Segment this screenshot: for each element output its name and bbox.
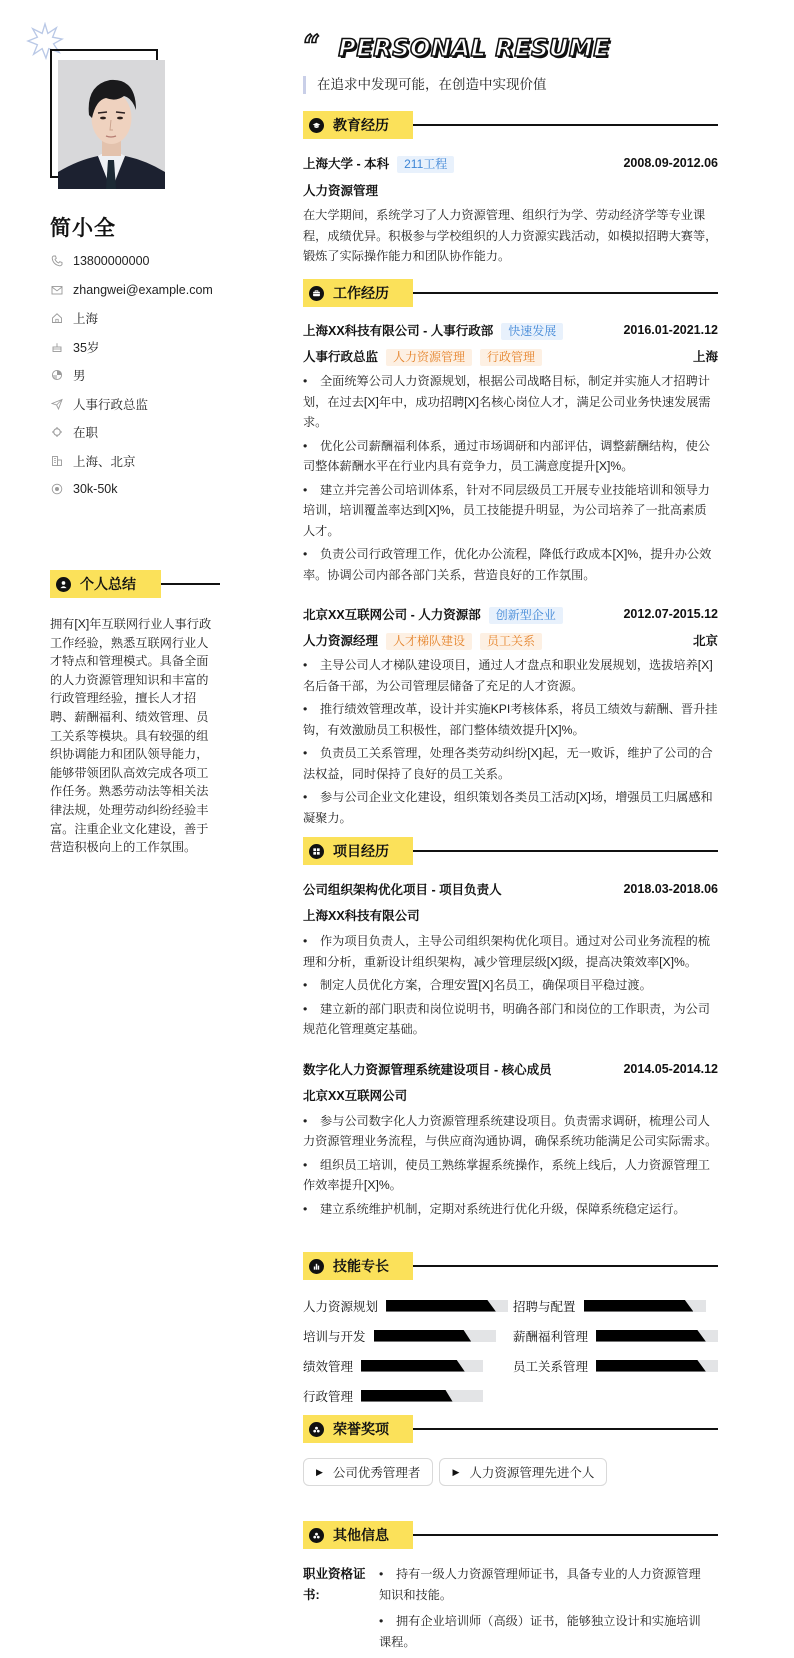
graduation-cap-icon [309, 118, 324, 133]
section-label [303, 1415, 413, 1443]
list-item: • 持有一级人力资源管理师证书，具备专业的人力资源管理知识和技能。 [379, 1567, 701, 1602]
work-title: 工作经历 [333, 285, 389, 301]
project-company: 北京XX互联网公司 [303, 1088, 408, 1103]
awards-section [303, 1415, 718, 1486]
education-period: 2008.09-2012.06 [623, 156, 718, 170]
education-title: 教育经历 [333, 117, 389, 133]
list-item: • 参与公司数字化人力资源管理系统建设项目。负责需求调研，梳理公司人力资源管理业务流程，与供应商沟通协调，确保系统功能满足公司实际需求。 [303, 1113, 718, 1148]
other-title: 其他信息 [333, 1527, 389, 1543]
school-line [303, 154, 454, 173]
company-line [303, 321, 563, 340]
skill-bar [596, 1330, 718, 1342]
project-item [303, 1059, 718, 1220]
education-section-header [303, 111, 718, 139]
bar-chart-icon [309, 1259, 324, 1274]
work-section-header [303, 279, 718, 307]
company-name: 上海XX科技有限公司 - 人事行政部 [303, 323, 494, 338]
work-location: 北京 [692, 634, 718, 648]
contact-value[interactable]: zhangwei@example.com [73, 282, 213, 297]
major: 人力资源管理 [303, 184, 379, 198]
summary-text: 拥有[X]年互联网行业人事行政工作经验，熟悉互联网行业人才特点和管理模式。具备全面的人力资源管理知识和丰富的行政管理经验，擅长人才招聘、薪酬福利、绩效管理、员工关系等模块。具有较强的组织协调能力和团队领导能力，能够带领团队高效完成各项工作任务。熟悉劳动法等相关法律法规，处理劳动纠纷经验丰富。注重企业文化建设，善于营造积极向上的工作氛围。 [50, 617, 212, 855]
user-icon [56, 577, 71, 592]
building-icon [50, 454, 64, 468]
project-company: 上海XX科技有限公司 [303, 909, 420, 923]
skill-item [513, 1356, 718, 1375]
list-item: • 建立新的部门职责和岗位说明书，明确各部门和岗位的工作职责，为公司规范化管理奠定基础。 [303, 1001, 710, 1036]
contact-position [50, 390, 213, 419]
project-name: 数字化人力资源管理系统建设项目 - 核心成员 [303, 1062, 552, 1077]
position-line [303, 347, 542, 366]
position: 人事行政总监 [303, 349, 379, 364]
contact-value: 上海、北京 [73, 454, 136, 469]
work-bullets [303, 655, 718, 828]
skill-bar [374, 1330, 496, 1342]
work-item [303, 320, 718, 585]
avatar [58, 60, 165, 189]
play-triangle-icon: ▶ [316, 1466, 323, 1477]
salary-icon [50, 482, 64, 496]
contact-gender [50, 361, 213, 390]
skill-name: 行政管理 [303, 1389, 354, 1404]
company-tag: 快速发展 [501, 323, 563, 340]
grid-icon [309, 844, 324, 859]
school-tag: 211工程 [397, 156, 454, 173]
project-bullets [303, 1111, 718, 1220]
award-chip[interactable] [439, 1458, 607, 1486]
project-name: 公司组织架构优化项目 - 项目负责人 [303, 883, 502, 897]
section-divider [413, 1265, 718, 1267]
project-bullets [303, 931, 718, 1040]
list-item: • 作为项目负责人，主导公司组织架构优化项目。通过对公司业务流程的梳理和分析，重新设计组织架构，减少管理层级[X]级，提高决策效率[X]%。 [303, 934, 710, 969]
contact-value: 人事行政总监 [73, 397, 149, 412]
work-period: 2012.07-2015.12 [623, 607, 718, 621]
work-item [303, 604, 718, 828]
section-divider [413, 1534, 718, 1536]
section-divider [161, 583, 220, 585]
resume-title [303, 29, 611, 64]
award-label: 人力资源管理先进个人 [469, 1466, 595, 1480]
list-item: • 制定人员优化方案，合理安置[X]名员工，确保项目平稳过渡。 [303, 978, 652, 992]
skill-bar [386, 1300, 508, 1312]
school-name: 上海大学 - 本科 [303, 156, 390, 171]
skill-bar-fill [374, 1330, 472, 1342]
contact-value: 35岁 [73, 340, 100, 355]
skill-item [513, 1296, 718, 1315]
skill-item [303, 1326, 513, 1345]
info-icon [309, 1528, 324, 1543]
list-item: • 优化公司薪酬福利体系，通过市场调研和内部评估，调整薪酬结构，使公司整体薪酬水平在行业内具有竞争力，员工满意度提升[X]%。 [303, 438, 710, 473]
skill-tag: 人力资源管理 [386, 349, 472, 366]
awards-list [303, 1458, 718, 1486]
contact-value: 在职 [73, 426, 99, 441]
mail-icon [50, 283, 64, 297]
skill-name: 员工关系管理 [513, 1359, 589, 1374]
motto: 在追求中发现可能，在创造中实现价值 [303, 76, 547, 94]
contact-email [50, 276, 213, 305]
list-item: • 拥有企业培训师（高级）证书，能够独立设计和实施培训课程。 [379, 1614, 701, 1649]
contact-value: 13800000000 [73, 254, 150, 269]
contact-value: 30k-50k [73, 482, 118, 497]
education-description: 在大学期间，系统学习了人力资源管理、组织行为学、劳动经济学等专业课程，成绩优异。积极参与学校组织的人力资源实践活动，如模拟招聘大赛等，锻炼了实际操作能力和团队协作能力。 [303, 208, 718, 263]
send-icon [50, 397, 64, 411]
skill-bar-fill [596, 1360, 706, 1372]
contact-phone [50, 247, 213, 276]
skill-tag: 行政管理 [480, 349, 542, 366]
skill-name: 培训与开发 [303, 1329, 366, 1344]
section-label [303, 1521, 413, 1549]
list-item: • 组织员工培训，使员工熟练掌握系统操作，系统上线后，人力资源管理工作效率提升[X]%。 [303, 1157, 710, 1192]
skills-grid [303, 1296, 718, 1405]
other-section [303, 1521, 718, 1658]
contact-list [50, 247, 213, 504]
skill-bar [361, 1390, 483, 1402]
skill-bar-fill [361, 1360, 465, 1372]
skill-bar-fill [386, 1300, 496, 1312]
contact-value: 男 [73, 369, 86, 384]
list-item: • 参与公司企业文化建设，组织策划各类员工活动[X]场，增强员工归属感和凝聚力。 [303, 790, 713, 825]
skill-bar-fill [596, 1330, 706, 1342]
resume-title-text: PERSONAL RESUME [338, 34, 611, 62]
skill-tag: 人才梯队建设 [386, 633, 472, 650]
skill-name: 人力资源规划 [303, 1299, 379, 1314]
list-item: • 负责员工关系管理，处理各类劳动纠纷[X]起，无一败诉，维护了公司的合法权益，同时保持了良好的员工关系。 [303, 746, 713, 781]
skills-title: 技能专长 [333, 1258, 389, 1274]
section-label [303, 279, 413, 307]
skill-bar [584, 1300, 706, 1312]
gender-icon [50, 368, 64, 382]
section-label [303, 111, 413, 139]
skills-section [303, 1252, 718, 1405]
education-section [303, 111, 718, 267]
skill-item [303, 1296, 513, 1315]
play-triangle-icon: ▶ [452, 1466, 460, 1477]
list-item: • 主导公司人才梯队建设项目，通过人才盘点和职业发展规划，选拔培养[X]名后备干部，为公司管理层储备了充足的人才资源。 [303, 658, 713, 693]
projects-section-header [303, 837, 718, 865]
skill-bar-fill [361, 1390, 453, 1402]
skill-name: 招聘与配置 [513, 1299, 576, 1314]
skill-bar-fill [584, 1300, 694, 1312]
company-name: 北京XX互联网公司 - 人力资源部 [303, 607, 481, 622]
awards-section-header [303, 1415, 718, 1443]
sidebar [0, 0, 270, 1657]
list-item: • 全面统筹公司人力资源规划，根据公司战略目标，制定并实施人才招聘计划，在过去[X]年中，成功招聘[X]名核心岗位人才，满足公司业务快速发展需求。 [303, 374, 711, 429]
list-item: • 负责公司行政管理工作，优化办公流程，降低行政成本[X]%，提升办公效率。协调公司内部各部门关系，营造良好的工作氛围。 [303, 547, 712, 582]
skill-name: 薪酬福利管理 [513, 1329, 589, 1344]
status-icon [50, 425, 64, 439]
list-item: • 推行绩效管理改革，设计并实施KPI考核体系，将员工绩效与薪酬、晋升挂钩，有效激励员工积极性，部门整体绩效提升[X]%。 [303, 702, 718, 737]
section-label [303, 837, 413, 865]
skill-bar [361, 1360, 483, 1372]
contact-value: 上海 [73, 312, 99, 327]
contact-work-cities [50, 447, 213, 476]
projects-title: 项目经历 [333, 843, 389, 859]
contact-status [50, 418, 213, 447]
work-period: 2016.01-2021.12 [623, 323, 718, 337]
work-location: 上海 [692, 350, 718, 364]
contact-salary [50, 475, 213, 504]
award-icon [309, 1422, 324, 1437]
portrait-illustration [58, 60, 165, 189]
project-period: 2018.03-2018.06 [623, 882, 718, 896]
awards-title: 荣誉奖项 [333, 1421, 389, 1437]
other-section-header [303, 1521, 718, 1549]
skill-name: 绩效管理 [303, 1359, 354, 1374]
award-label: 公司优秀管理者 [332, 1466, 421, 1480]
project-period: 2014.05-2014.12 [623, 1061, 718, 1076]
certificates-row [303, 1564, 718, 1658]
summary-title: 个人总结 [80, 576, 136, 592]
section-label [50, 570, 161, 598]
contact-city [50, 304, 213, 333]
position-line [303, 631, 542, 650]
certificates-label: 职业资格证书: [303, 1567, 366, 1602]
section-divider [413, 1428, 718, 1430]
section-divider [413, 124, 718, 126]
project-item [303, 879, 718, 1040]
quote-icon: “ [303, 29, 321, 64]
phone-icon [50, 254, 64, 268]
work-bullets [303, 371, 718, 585]
skills-section-header [303, 1252, 718, 1280]
section-label [303, 1252, 413, 1280]
company-tag: 创新型企业 [489, 607, 563, 624]
briefcase-icon [309, 286, 324, 301]
award-chip[interactable] [303, 1458, 433, 1486]
candidate-name: 简小全 [50, 217, 116, 240]
certificates-list [379, 1564, 711, 1658]
home-icon [50, 311, 64, 325]
section-divider [413, 850, 718, 852]
position: 人力资源经理 [303, 633, 379, 648]
skill-item [303, 1356, 513, 1375]
projects-section [303, 837, 718, 1222]
skill-bar [596, 1360, 718, 1372]
skill-tag: 员工关系 [480, 633, 542, 650]
cake-icon [50, 340, 64, 354]
skill-item [513, 1326, 718, 1345]
section-divider [413, 292, 718, 294]
work-section [303, 279, 718, 831]
education-item [303, 153, 718, 267]
company-line [303, 605, 563, 624]
list-item: • 建立系统维护机制，定期对系统进行优化升级，保障系统稳定运行。 [303, 1201, 686, 1216]
skill-item [303, 1386, 513, 1405]
list-item: • 建立并完善公司培训体系，针对不同层级员工开展专业技能培训和领导力培训，培训覆盖率达到[X]%，员工技能提升明显，为公司培养了一批高素质人才。 [303, 482, 710, 538]
summary-section-header [50, 570, 220, 598]
contact-age [50, 333, 213, 362]
